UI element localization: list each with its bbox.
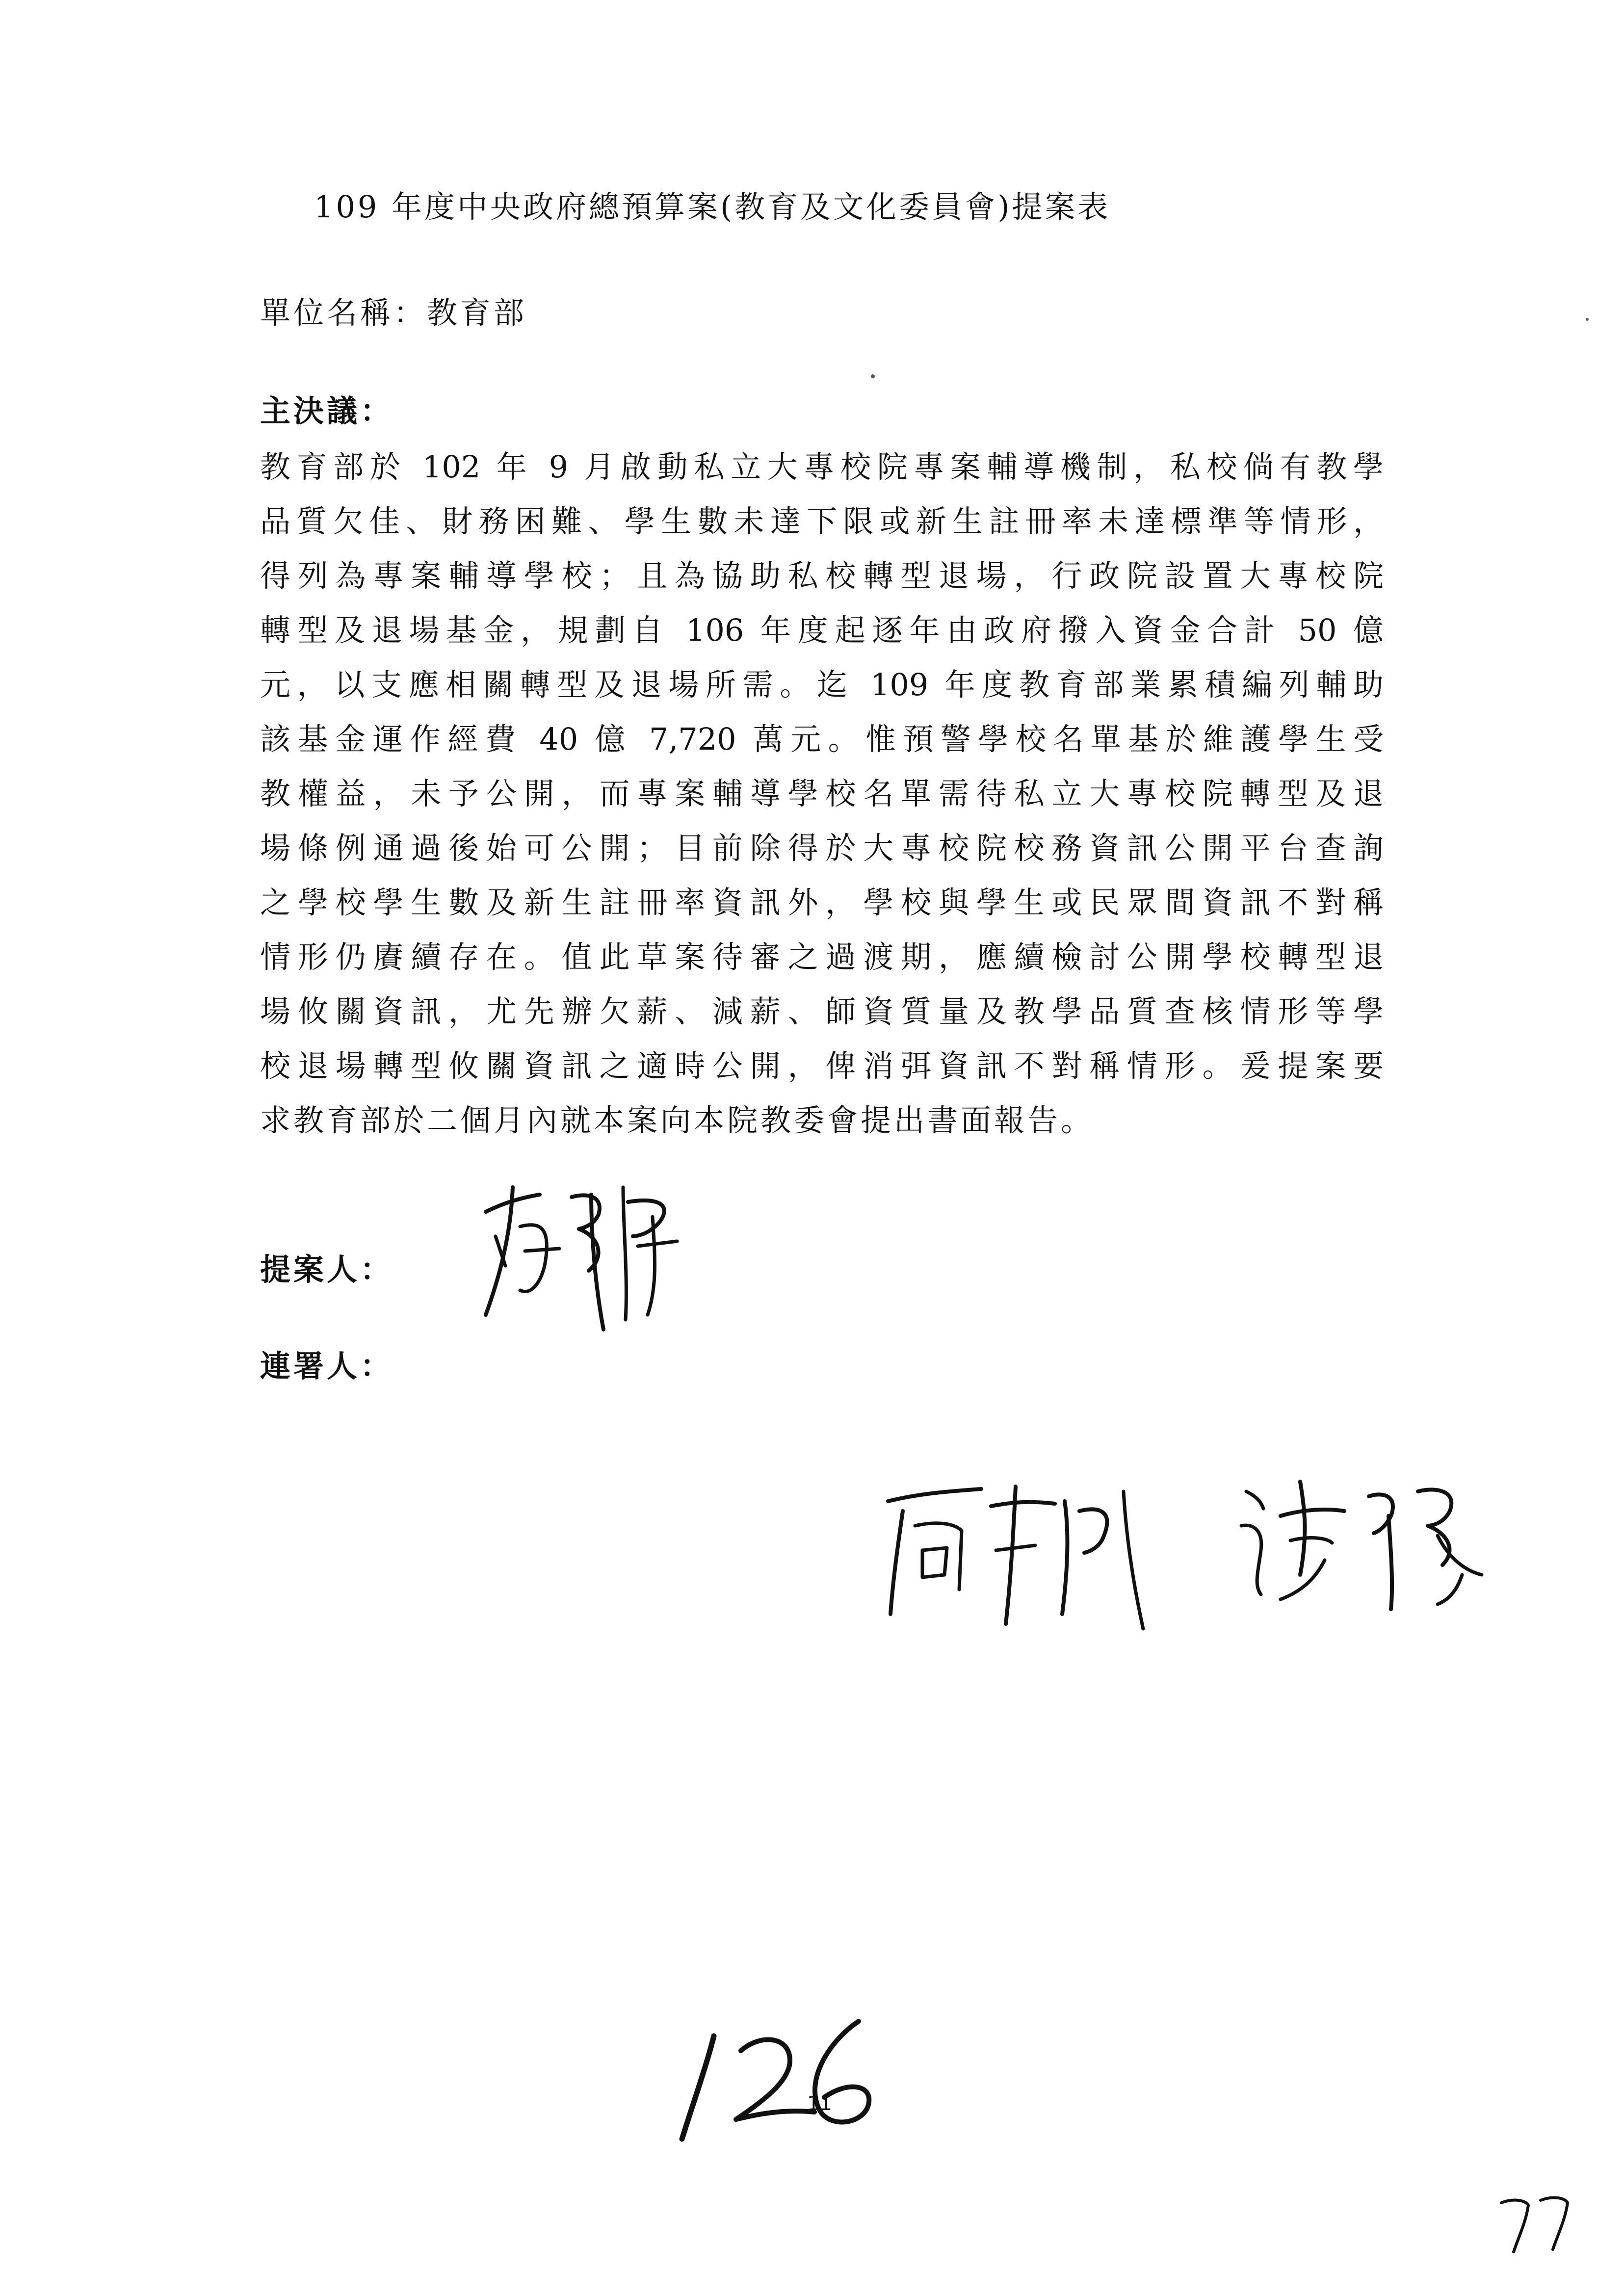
body-line: 品質欠佳、財務困難、學生數未達下限或新生註冊率未達標準等情形， xyxy=(260,503,1384,539)
scan-speck xyxy=(871,374,875,378)
body-line: 場條例通過後始可公開；目前除得於大專校院校務資訊公開平台查詢 xyxy=(260,830,1384,866)
body-line: 教權益，未予公開，而專案輔導學校名單需待私立大專校院轉型及退 xyxy=(260,776,1384,811)
body-line: 教育部於 102 年 9 月啟動私立大專校院專案輔導機制，私校倘有教學 xyxy=(260,449,1384,485)
body-line: 校退場轉型攸關資訊之適時公開，俾消弭資訊不對稱情形。爰提案要 xyxy=(260,1048,1384,1084)
cosigner-signature xyxy=(868,1467,1192,1634)
decision-label: 主決議： xyxy=(260,393,394,429)
body-line: 轉型及退場基金，規劃自 106 年度起逐年由政府撥入資金合計 50 億 xyxy=(260,612,1384,648)
proposer-label: 提案人： xyxy=(260,1252,394,1287)
page-number: 11 xyxy=(807,2092,832,2115)
body-line: 元，以支應相關轉型及退場所需。迄 109 年度教育部業累積編列輔助 xyxy=(260,667,1384,703)
corner-handwritten-mark xyxy=(1492,2183,1585,2262)
cosigner-label: 連署人： xyxy=(260,1348,394,1384)
document-title: 109 年度中央政府總預算案(教育及文化委員會)提案表 xyxy=(314,189,1111,225)
body-line: 之學校學生數及新生註冊率資訊外，學校與學生或民眾間資訊不對稱 xyxy=(260,885,1384,920)
body-line: 情形仍賡續存在。值此草案待審之過渡期，應續檢討公開學校轉型退 xyxy=(260,939,1384,975)
unit-name: 單位名稱：教育部 xyxy=(260,295,527,331)
body-line: 該基金運作經費 40 億 7,720 萬元。惟預警學校名單基於維護學生受 xyxy=(260,721,1384,757)
scan-speck xyxy=(1586,318,1589,321)
body-line: 求教育部於二個月內就本案向本院教委會提出書面報告。 xyxy=(260,1102,1095,1138)
handwritten-page-number xyxy=(667,2007,888,2154)
proposer-signature xyxy=(466,1168,721,1344)
cosigner-signature xyxy=(1227,1462,1521,1619)
body-line: 場攸關資訊，尤先辦欠薪、減薪、師資質量及教學品質查核情形等學 xyxy=(260,993,1384,1029)
body-line: 得列為專案輔導學校；且為協助私校轉型退場，行政院設置大專校院 xyxy=(260,558,1384,594)
